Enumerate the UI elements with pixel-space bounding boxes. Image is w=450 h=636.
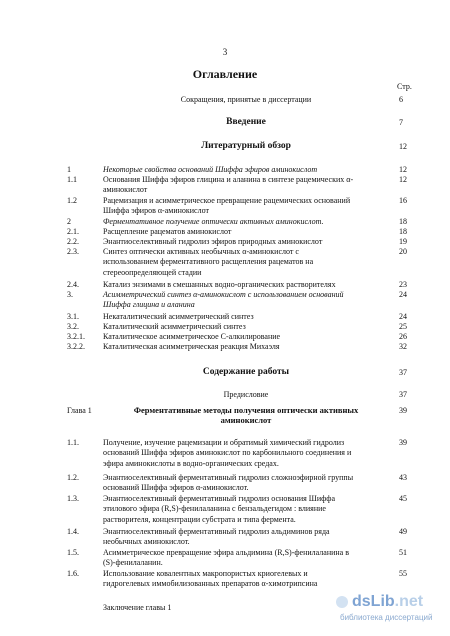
toc-number: 1.1. [67, 438, 79, 447]
toc-number: 3.1. [67, 312, 79, 321]
toc-page-number: 39 [399, 438, 407, 447]
toc-page-number: 24 [399, 312, 407, 321]
toc-number: 2.4. [67, 280, 79, 289]
toc-number: 1.4. [67, 527, 79, 536]
toc-entry-line: стереоопределяющей стадии [103, 267, 202, 277]
toc-entry-line: гидрогелевых иммобилизованных препаратов α-химотрипсина [103, 579, 318, 589]
toc-number: 1.1 [67, 175, 77, 184]
toc-page-number: 26 [399, 332, 407, 341]
toc-page-number: 16 [399, 196, 407, 205]
toc-page-number: 43 [399, 473, 407, 482]
toc-number: 1.2. [67, 473, 79, 482]
toc-entry-line: Некоторые свойства оснований Шиффа эфиров аминокислот [103, 165, 318, 174]
toc-entry-line: Основания Шиффа эфиров глицина и аланина в синтезе рацемических α- [103, 175, 354, 184]
toc-entry-line: оснований Шиффа эфиров α-аминокислот. [103, 483, 249, 493]
toc-entry-line: Ферментативные методы получения оптически активных [133, 405, 359, 415]
toc-number: 1.6. [67, 569, 79, 578]
toc-entry-title: Заключение главы 1 [103, 603, 172, 612]
page-column-header: Стр. [397, 82, 412, 91]
toc-entry-title: Введение [226, 117, 266, 127]
toc-page-number: 32 [399, 342, 407, 351]
toc-entry-line: Ферментативное получение оптически активных аминокислот. [103, 217, 324, 226]
toc-entry-line: (S)-фенилаланин. [103, 558, 163, 568]
toc-page-number: 39 [399, 406, 407, 415]
toc-entry-line: необычных аминокислот. [103, 537, 190, 547]
toc-number: Глава 1 [67, 406, 92, 415]
toc-entry-title: Предисловие [223, 390, 269, 399]
toc-page-number: 25 [399, 322, 407, 331]
toc-page-number: 7 [399, 118, 403, 127]
toc-entry-line: Рацемизация и асимметрическое превращение рацемических оснований [103, 196, 351, 205]
watermark-subtitle: библиотека диссертаций [340, 613, 433, 622]
toc-number: 3.2. [67, 322, 79, 331]
toc-page-number: 12 [399, 165, 407, 174]
page-number: 3 [222, 47, 228, 57]
toc-number: 1.2 [67, 196, 77, 205]
toc-number: 2.3. [67, 247, 79, 256]
toc-page-number: 18 [399, 217, 407, 226]
toc-entry-line: Энантиоселективный ферментативный гидролиз основания Шиффа [103, 494, 336, 503]
toc-entry-line: Асимметрическое превращение эфира альдимина (R,S)-фенилаланина в [103, 548, 349, 557]
toc-entry-line: эфира аминокислоты в водно-органических средах. [103, 458, 279, 468]
toc-entry-line: Энантиоселективный ферментативный гидролиз сложноэфирной группы [103, 473, 354, 482]
toc-entry-line: Некаталитический асимметрический синтез [103, 312, 254, 321]
toc-page-number: 45 [399, 494, 407, 503]
toc-number: 1 [67, 165, 71, 174]
toc-number: 2.1. [67, 227, 79, 236]
toc-number: 3.2.1. [67, 332, 85, 341]
toc-entry-line: Энантиоселективный ферментативный гидролиз альдиминов ряда [103, 527, 330, 536]
toc-page-number: 6 [399, 95, 403, 104]
toc-page-number: 51 [399, 548, 407, 557]
toc-number: 1.3. [67, 494, 79, 503]
toc-entry-line: Синтез оптически активных необычных α-аминокислот с [103, 247, 299, 256]
toc-entry-title: Сокращения, принятые в диссертации [180, 95, 312, 104]
toc-page-number: 49 [399, 527, 407, 536]
toc-entry-line: использованием ферментативного расщепления рацематов на [103, 257, 314, 267]
toc-page-number: 12 [399, 142, 407, 151]
toc-page-number: 23 [399, 280, 407, 289]
toc-entry-line: Катализ энзимами в смешанных водно-органических растворителях [103, 280, 336, 289]
toc-entry-line: Каталитический асимметрический синтез [103, 322, 246, 331]
toc-page-number: 18 [399, 227, 407, 236]
watermark-logo: dsLib.net [352, 593, 424, 610]
toc-page-number: 55 [399, 569, 407, 578]
toc-entry-line: этилового эфира (R,S)-фенилаланина с бензальдегидом : влияние [103, 504, 326, 514]
toc-number: 3. [67, 290, 73, 299]
watermark-icon [336, 596, 348, 608]
toc-entry-line: Асимметрический синтез α-аминокислот с использованием оснований [103, 290, 344, 299]
toc-page-number: 19 [399, 237, 407, 246]
toc-entry-line: Использование ковалентных макропористых криогелевых и [103, 569, 308, 578]
toc-number: 2 [67, 217, 71, 226]
toc-entry-line: оснований Шиффа эфиров аминокислот по карбонильного соединения и [103, 448, 352, 458]
toc-entry-line: растворителя, концентрации субстрата и типа фермента. [103, 514, 296, 524]
toc-entry-line: Расщепление рацематов аминокислот [103, 227, 232, 236]
toc-page-number: 37 [399, 368, 407, 377]
toc-number: 2.2. [67, 237, 79, 246]
toc-entry-line: Получение, изучение рацемизации и обратимый химический гидролиз [103, 438, 345, 447]
toc-entry-line: аминокислот [220, 415, 272, 426]
toc-entry-line: Шиффа глицина и аланина [103, 300, 195, 310]
toc-entry-line: Каталитическое асимметрическое С-алкилирование [103, 332, 281, 341]
toc-entry-title: Содержание работы [202, 367, 290, 377]
toc-page-number: 12 [399, 175, 407, 184]
toc-title: Оглавление [192, 67, 258, 81]
toc-entry-line: Шиффа эфиров α-аминокислот [103, 206, 209, 216]
toc-entry-line: Каталитическая асимметрическая реакция Михаэля [103, 342, 280, 351]
toc-entry-line: аминокислот [103, 185, 148, 195]
toc-number: 1.5. [67, 548, 79, 557]
toc-page-number: 24 [399, 290, 407, 299]
toc-entry-line: Энантиоселективный гидролиз эфиров природных аминокислот [103, 237, 323, 246]
toc-number: 3.2.2. [67, 342, 85, 351]
toc-page-number: 20 [399, 247, 407, 256]
toc-entry-title: Литературный обзор [201, 141, 291, 151]
toc-page-number: 37 [399, 390, 407, 399]
